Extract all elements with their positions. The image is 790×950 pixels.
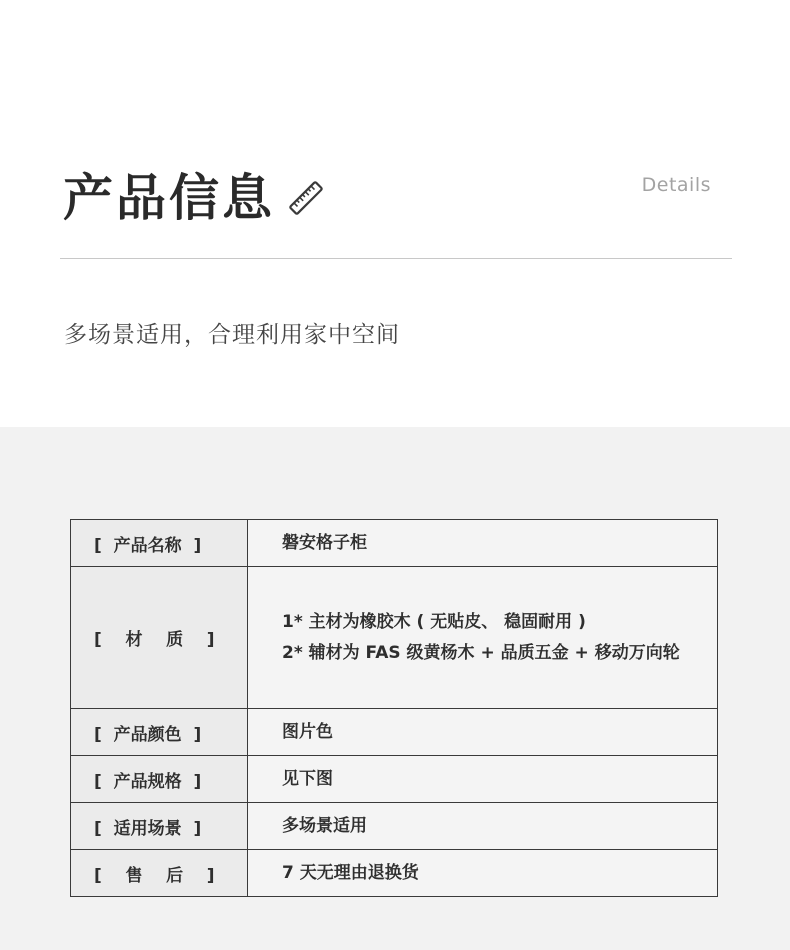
spec-value-line: 多场景适用 [282, 815, 367, 836]
spec-row-aftersale [71, 850, 718, 897]
spec-table [70, 519, 718, 897]
spec-row-color [71, 709, 718, 756]
spec-value [248, 803, 718, 850]
spec-label: [ 产品规格 ] [71, 756, 248, 803]
page-title: 产品信息 [63, 169, 275, 227]
spec-label: [ 产品颜色 ] [71, 709, 248, 756]
spec-value [248, 709, 718, 756]
spec-value [248, 756, 718, 803]
spec-value [248, 850, 718, 897]
spec-row-scene [71, 803, 718, 850]
spec-row-material [71, 567, 718, 709]
spec-value-line: 1* 主材为橡胶木 ( 无贴皮、 稳固耐用 ) [282, 611, 586, 632]
tagline: 多场景适用，合理利用家中空间 [64, 322, 400, 348]
divider [60, 258, 732, 259]
header-section [0, 0, 790, 427]
spec-value-line: 见下图 [282, 768, 333, 789]
spec-row-name [71, 520, 718, 567]
spec-row-size [71, 756, 718, 803]
ruler-icon [286, 178, 326, 218]
spec-value-line: 磐安格子柜 [282, 532, 367, 553]
spec-label: [ 产品名称 ] [71, 520, 248, 567]
spec-label: [ 适用场景 ] [71, 803, 248, 850]
section-subtitle: Details [641, 174, 711, 196]
spec-value [248, 520, 718, 567]
spec-value-line: 2* 辅材为 FAS 级黄杨木 + 品质五金 + 移动万向轮 [282, 642, 680, 663]
spec-label: [ 材 质 ] [71, 567, 248, 709]
spec-value [248, 567, 718, 709]
spec-value-line: 图片色 [282, 721, 333, 742]
spec-value-line: 7 天无理由退换货 [282, 862, 419, 883]
spec-label: [ 售 后 ] [71, 850, 248, 897]
